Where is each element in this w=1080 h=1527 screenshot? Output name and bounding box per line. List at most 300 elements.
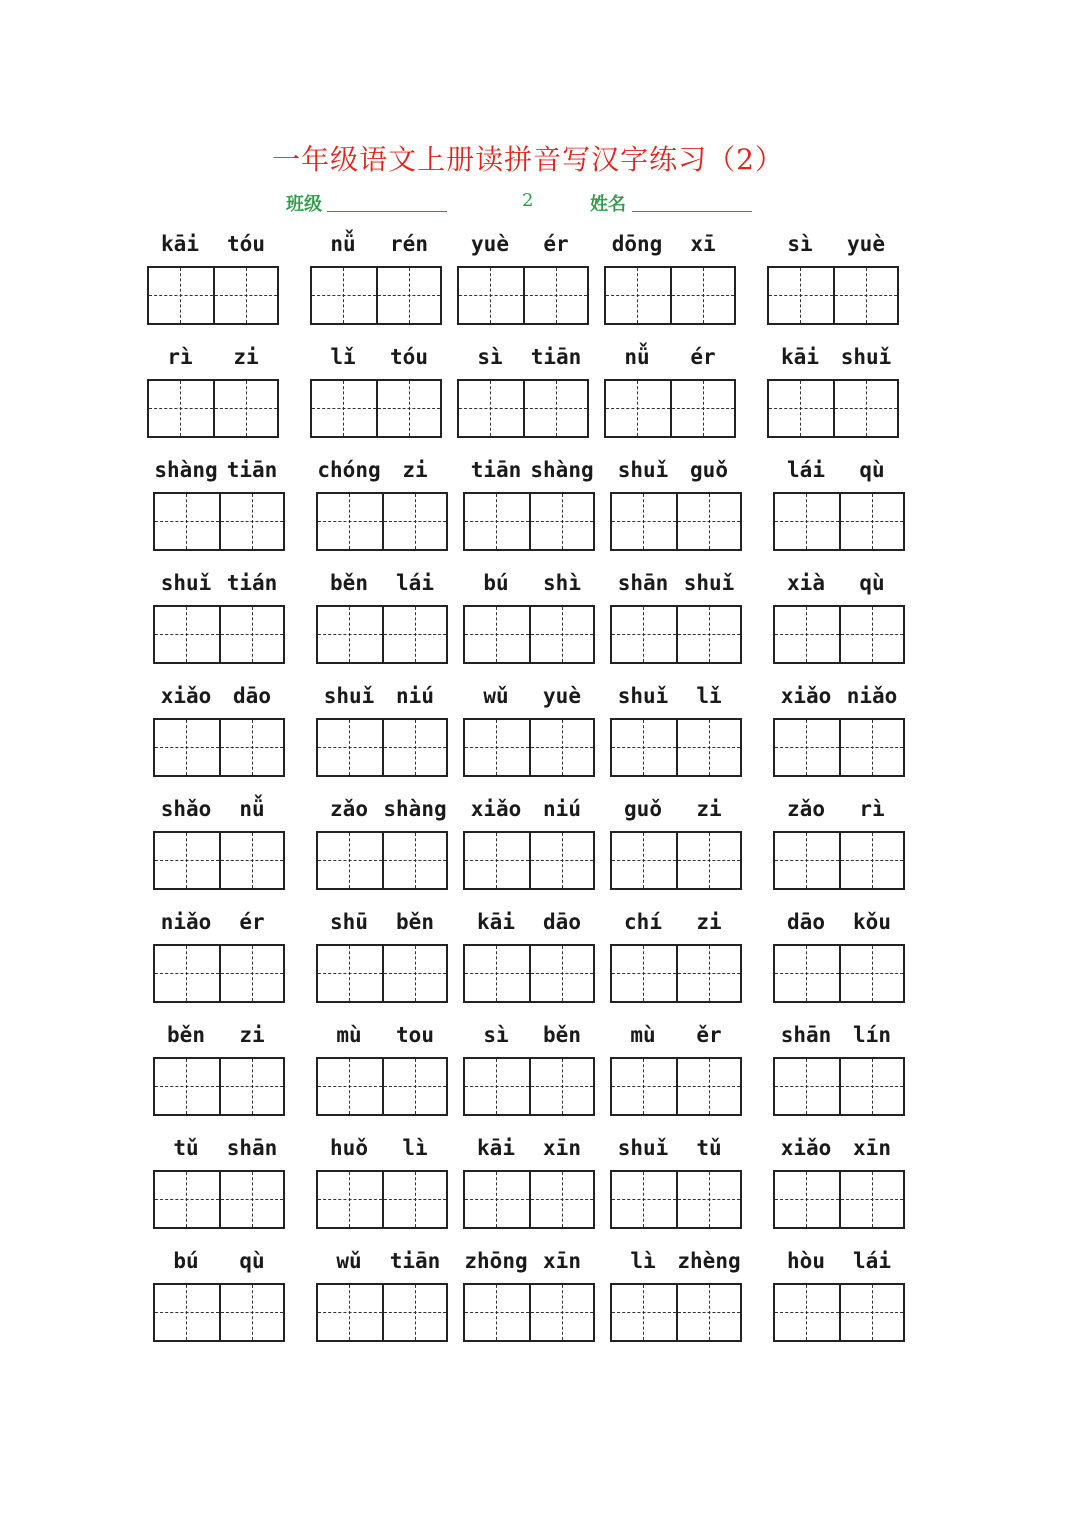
pinyin-syllable: kāi bbox=[477, 910, 515, 934]
tianzige-cell[interactable] bbox=[219, 833, 283, 888]
word-item bbox=[610, 1021, 742, 1133]
tianzige-cell[interactable] bbox=[382, 1285, 446, 1340]
writing-boxes bbox=[153, 1057, 285, 1116]
tianzige-cell[interactable] bbox=[465, 720, 529, 775]
tianzige-cell[interactable] bbox=[382, 833, 446, 888]
pinyin-syllable: lái bbox=[787, 458, 825, 482]
tianzige-cell[interactable] bbox=[612, 946, 676, 1001]
name-input-line[interactable] bbox=[632, 211, 752, 212]
tianzige-cell[interactable] bbox=[155, 494, 219, 549]
pinyin-syllable: ér bbox=[543, 232, 569, 256]
pinyin-syllable: shuǐ bbox=[683, 571, 735, 595]
name-label: 姓名 bbox=[590, 194, 626, 215]
tianzige-cell[interactable] bbox=[670, 381, 734, 436]
pinyin-syllable: shuǐ bbox=[160, 571, 212, 595]
tianzige-cell[interactable] bbox=[318, 946, 382, 1001]
pinyin-syllable: tǔ bbox=[696, 1136, 722, 1160]
pinyin-syllable: wǔ bbox=[483, 684, 509, 708]
word-item bbox=[153, 908, 285, 1020]
pinyin-syllable: xī bbox=[690, 232, 716, 256]
tianzige-cell[interactable] bbox=[833, 381, 897, 436]
tianzige-cell[interactable] bbox=[606, 381, 670, 436]
writing-boxes bbox=[316, 831, 448, 890]
tianzige-cell[interactable] bbox=[382, 607, 446, 662]
writing-boxes bbox=[610, 718, 742, 777]
pinyin-syllable: rì bbox=[859, 797, 885, 821]
word-item bbox=[463, 569, 595, 681]
tianzige-cell[interactable] bbox=[676, 607, 740, 662]
tianzige-cell[interactable] bbox=[465, 607, 529, 662]
pinyin-syllable: tóu bbox=[227, 232, 265, 256]
tianzige-cell[interactable] bbox=[769, 381, 833, 436]
tianzige-cell[interactable] bbox=[529, 607, 593, 662]
writing-boxes bbox=[773, 605, 905, 664]
writing-boxes bbox=[767, 379, 899, 438]
pinyin-syllable: zi bbox=[696, 910, 722, 934]
tianzige-cell[interactable] bbox=[606, 268, 670, 323]
word-item bbox=[153, 1134, 285, 1246]
tianzige-cell[interactable] bbox=[676, 946, 740, 1001]
writing-boxes bbox=[310, 379, 442, 438]
tianzige-cell[interactable] bbox=[318, 1172, 382, 1227]
word-item bbox=[773, 1134, 905, 1246]
writing-boxes bbox=[153, 831, 285, 890]
tianzige-cell[interactable] bbox=[833, 268, 897, 323]
tianzige-cell[interactable] bbox=[775, 1059, 839, 1114]
pinyin-syllable: xīn bbox=[543, 1249, 581, 1273]
writing-boxes bbox=[773, 492, 905, 551]
tianzige-cell[interactable] bbox=[465, 494, 529, 549]
tianzige-cell[interactable] bbox=[839, 1285, 903, 1340]
pinyin-syllable: zǎo bbox=[330, 797, 368, 821]
tianzige-cell[interactable] bbox=[775, 1285, 839, 1340]
word-item bbox=[316, 1021, 448, 1133]
pinyin-syllable: dāo bbox=[543, 910, 581, 934]
word-item bbox=[463, 1021, 595, 1133]
writing-boxes bbox=[316, 492, 448, 551]
pinyin-syllable: niǎo bbox=[160, 910, 212, 934]
pinyin-syllable: yuè bbox=[543, 684, 581, 708]
word-item bbox=[773, 1021, 905, 1133]
writing-boxes bbox=[604, 379, 736, 438]
pinyin-syllable: běn bbox=[396, 910, 434, 934]
tianzige-cell[interactable] bbox=[382, 946, 446, 1001]
grid-row bbox=[0, 1247, 1080, 1359]
pinyin-syllable: tiān bbox=[470, 458, 522, 482]
pinyin-syllable: zi bbox=[233, 345, 259, 369]
pinyin-syllable: tóu bbox=[390, 345, 428, 369]
writing-boxes bbox=[767, 266, 899, 325]
pinyin-syllable: lái bbox=[853, 1249, 891, 1273]
tianzige-cell[interactable] bbox=[769, 268, 833, 323]
tianzige-cell[interactable] bbox=[318, 1285, 382, 1340]
tianzige-cell[interactable] bbox=[839, 607, 903, 662]
word-item bbox=[316, 1247, 448, 1359]
tianzige-cell[interactable] bbox=[155, 607, 219, 662]
pinyin-syllable: qù bbox=[859, 458, 885, 482]
writing-boxes bbox=[773, 1170, 905, 1229]
word-item bbox=[463, 795, 595, 907]
writing-boxes bbox=[153, 944, 285, 1003]
pinyin-syllable: tiān bbox=[389, 1249, 441, 1273]
word-item bbox=[153, 1021, 285, 1133]
pinyin-syllable: kāi bbox=[161, 232, 199, 256]
tianzige-cell[interactable] bbox=[155, 1059, 219, 1114]
tianzige-cell[interactable] bbox=[775, 494, 839, 549]
word-item bbox=[316, 795, 448, 907]
tianzige-cell[interactable] bbox=[612, 833, 676, 888]
pinyin-syllable: chí bbox=[624, 910, 662, 934]
writing-boxes bbox=[463, 492, 595, 551]
writing-boxes bbox=[773, 718, 905, 777]
pinyin-syllable: niú bbox=[396, 684, 434, 708]
word-item bbox=[610, 908, 742, 1020]
tianzige-cell[interactable] bbox=[839, 1059, 903, 1114]
grid-row bbox=[0, 343, 1080, 455]
tianzige-cell[interactable] bbox=[318, 833, 382, 888]
tianzige-cell[interactable] bbox=[312, 381, 376, 436]
tianzige-cell[interactable] bbox=[529, 1059, 593, 1114]
pinyin-syllable: nǚ bbox=[330, 232, 356, 256]
tianzige-cell[interactable] bbox=[382, 1059, 446, 1114]
word-item bbox=[463, 682, 595, 794]
grid-row bbox=[0, 682, 1080, 794]
pinyin-syllable: xiǎo bbox=[160, 684, 212, 708]
pinyin-syllable: rì bbox=[167, 345, 193, 369]
word-item bbox=[773, 456, 905, 568]
pinyin-syllable: lǐ bbox=[330, 345, 356, 369]
pinyin-syllable: shàng bbox=[530, 458, 594, 482]
tianzige-cell[interactable] bbox=[318, 494, 382, 549]
pinyin-syllable: shǎo bbox=[160, 797, 212, 821]
tianzige-cell[interactable] bbox=[775, 1172, 839, 1227]
pinyin-syllable: běn bbox=[330, 571, 368, 595]
writing-boxes bbox=[610, 605, 742, 664]
tianzige-cell[interactable] bbox=[382, 1172, 446, 1227]
pinyin-syllable: rén bbox=[390, 232, 428, 256]
pinyin-syllable: xiǎo bbox=[780, 1136, 832, 1160]
tianzige-cell[interactable] bbox=[219, 494, 283, 549]
word-item bbox=[767, 343, 899, 455]
writing-boxes bbox=[153, 605, 285, 664]
tianzige-cell[interactable] bbox=[219, 1285, 283, 1340]
word-item bbox=[147, 230, 279, 342]
tianzige-cell[interactable] bbox=[219, 1172, 283, 1227]
tianzige-cell[interactable] bbox=[155, 720, 219, 775]
tianzige-cell[interactable] bbox=[459, 381, 523, 436]
word-item bbox=[310, 343, 442, 455]
writing-boxes bbox=[610, 831, 742, 890]
grid-row bbox=[0, 795, 1080, 907]
tianzige-cell[interactable] bbox=[219, 1059, 283, 1114]
pinyin-syllable: sì bbox=[477, 345, 503, 369]
tianzige-cell[interactable] bbox=[459, 268, 523, 323]
tianzige-cell[interactable] bbox=[775, 607, 839, 662]
word-item bbox=[153, 795, 285, 907]
pinyin-syllable: zi bbox=[696, 797, 722, 821]
writing-boxes bbox=[773, 1057, 905, 1116]
word-item bbox=[773, 908, 905, 1020]
tianzige-cell[interactable] bbox=[670, 268, 734, 323]
writing-boxes bbox=[610, 1170, 742, 1229]
pinyin-syllable: dāo bbox=[787, 910, 825, 934]
pinyin-syllable: zi bbox=[402, 458, 428, 482]
tianzige-cell[interactable] bbox=[219, 720, 283, 775]
writing-boxes bbox=[457, 266, 589, 325]
tianzige-cell[interactable] bbox=[612, 720, 676, 775]
word-item bbox=[463, 456, 595, 568]
pinyin-syllable: shuǐ bbox=[617, 1136, 669, 1160]
writing-boxes bbox=[463, 1057, 595, 1116]
pinyin-syllable: nǚ bbox=[239, 797, 265, 821]
pinyin-syllable: zhèng bbox=[677, 1249, 741, 1273]
word-item bbox=[773, 795, 905, 907]
word-item bbox=[316, 908, 448, 1020]
tianzige-cell[interactable] bbox=[318, 607, 382, 662]
tianzige-cell[interactable] bbox=[219, 607, 283, 662]
pinyin-syllable: mù bbox=[336, 1023, 362, 1047]
writing-boxes bbox=[463, 831, 595, 890]
tianzige-cell[interactable] bbox=[529, 946, 593, 1001]
pinyin-syllable: ěr bbox=[696, 1023, 722, 1047]
pinyin-syllable: lì bbox=[630, 1249, 656, 1273]
tianzige-cell[interactable] bbox=[839, 1172, 903, 1227]
tianzige-cell[interactable] bbox=[676, 1285, 740, 1340]
pinyin-syllable: mù bbox=[630, 1023, 656, 1047]
pinyin-syllable: lín bbox=[853, 1023, 891, 1047]
tianzige-cell[interactable] bbox=[523, 268, 587, 323]
tianzige-cell[interactable] bbox=[676, 833, 740, 888]
tianzige-cell[interactable] bbox=[676, 494, 740, 549]
tianzige-cell[interactable] bbox=[529, 833, 593, 888]
pinyin-syllable: xiǎo bbox=[780, 684, 832, 708]
tianzige-cell[interactable] bbox=[382, 720, 446, 775]
pinyin-syllable: tián bbox=[226, 571, 278, 595]
pinyin-syllable: lǐ bbox=[696, 684, 722, 708]
writing-boxes bbox=[316, 1170, 448, 1229]
pinyin-syllable: shàng bbox=[154, 458, 218, 482]
tianzige-cell[interactable] bbox=[149, 268, 213, 323]
tianzige-cell[interactable] bbox=[382, 494, 446, 549]
word-item bbox=[773, 569, 905, 681]
tianzige-cell[interactable] bbox=[775, 720, 839, 775]
pinyin-syllable: kāi bbox=[781, 345, 819, 369]
tianzige-cell[interactable] bbox=[775, 833, 839, 888]
writing-boxes bbox=[153, 492, 285, 551]
tianzige-cell[interactable] bbox=[155, 946, 219, 1001]
writing-boxes bbox=[773, 1283, 905, 1342]
pinyin-syllable: tiān bbox=[226, 458, 278, 482]
tianzige-cell[interactable] bbox=[465, 1285, 529, 1340]
pinyin-syllable: dāo bbox=[233, 684, 271, 708]
tianzige-cell[interactable] bbox=[676, 720, 740, 775]
word-item bbox=[610, 456, 742, 568]
pinyin-syllable: kǒu bbox=[853, 910, 891, 934]
word-item bbox=[767, 230, 899, 342]
writing-boxes bbox=[316, 1283, 448, 1342]
word-item bbox=[457, 230, 589, 342]
pinyin-syllable: lái bbox=[396, 571, 434, 595]
pinyin-syllable: guǒ bbox=[690, 458, 728, 482]
pinyin-syllable: xià bbox=[787, 571, 825, 595]
word-item bbox=[153, 456, 285, 568]
writing-boxes bbox=[604, 266, 736, 325]
tianzige-cell[interactable] bbox=[676, 1172, 740, 1227]
word-item bbox=[316, 682, 448, 794]
pinyin-syllable: ér bbox=[239, 910, 265, 934]
word-item bbox=[316, 456, 448, 568]
pinyin-syllable: shuǐ bbox=[840, 345, 892, 369]
writing-boxes bbox=[610, 944, 742, 1003]
pinyin-syllable: sì bbox=[483, 1023, 509, 1047]
writing-boxes bbox=[147, 379, 279, 438]
pinyin-syllable: bú bbox=[173, 1249, 199, 1273]
writing-boxes bbox=[463, 718, 595, 777]
pinyin-syllable: hòu bbox=[787, 1249, 825, 1273]
pinyin-syllable: sì bbox=[787, 232, 813, 256]
pinyin-syllable: tiān bbox=[530, 345, 582, 369]
tianzige-cell[interactable] bbox=[465, 833, 529, 888]
tianzige-cell[interactable] bbox=[213, 381, 277, 436]
writing-boxes bbox=[153, 1283, 285, 1342]
tianzige-cell[interactable] bbox=[465, 946, 529, 1001]
tianzige-cell[interactable] bbox=[155, 1285, 219, 1340]
class-label: 班级 bbox=[286, 194, 322, 215]
word-item bbox=[316, 569, 448, 681]
writing-boxes bbox=[773, 831, 905, 890]
tianzige-cell[interactable] bbox=[149, 381, 213, 436]
word-item bbox=[773, 1247, 905, 1359]
pinyin-syllable: shuǐ bbox=[617, 458, 669, 482]
pinyin-syllable: tou bbox=[396, 1023, 434, 1047]
tianzige-cell[interactable] bbox=[529, 494, 593, 549]
pinyin-syllable: niú bbox=[543, 797, 581, 821]
pinyin-syllable: chóng bbox=[317, 458, 381, 482]
pinyin-syllable: shuǐ bbox=[617, 684, 669, 708]
tianzige-cell[interactable] bbox=[529, 1285, 593, 1340]
writing-boxes bbox=[153, 718, 285, 777]
tianzige-cell[interactable] bbox=[376, 268, 440, 323]
pinyin-syllable: qù bbox=[239, 1249, 265, 1273]
tianzige-cell[interactable] bbox=[318, 720, 382, 775]
word-item bbox=[147, 343, 279, 455]
tianzige-cell[interactable] bbox=[612, 494, 676, 549]
pinyin-syllable: ér bbox=[690, 345, 716, 369]
page-number: 2 bbox=[522, 190, 534, 211]
tianzige-cell[interactable] bbox=[523, 381, 587, 436]
grid-row bbox=[0, 908, 1080, 1020]
writing-boxes bbox=[610, 1283, 742, 1342]
pinyin-syllable: lì bbox=[402, 1136, 428, 1160]
word-item bbox=[153, 1247, 285, 1359]
pinyin-syllable: guǒ bbox=[624, 797, 662, 821]
writing-boxes bbox=[773, 944, 905, 1003]
tianzige-cell[interactable] bbox=[465, 1059, 529, 1114]
tianzige-cell[interactable] bbox=[676, 1059, 740, 1114]
writing-boxes bbox=[463, 1170, 595, 1229]
tianzige-cell[interactable] bbox=[312, 268, 376, 323]
word-item bbox=[604, 230, 736, 342]
word-item bbox=[610, 795, 742, 907]
word-item bbox=[463, 1134, 595, 1246]
word-item bbox=[153, 682, 285, 794]
pinyin-syllable: yuè bbox=[471, 232, 509, 256]
grid-row bbox=[0, 456, 1080, 568]
tianzige-cell[interactable] bbox=[839, 946, 903, 1001]
tianzige-cell[interactable] bbox=[839, 720, 903, 775]
page-title: 一年级语文上册读拼音写汉字练习（2） bbox=[272, 143, 784, 176]
pinyin-syllable: tǔ bbox=[173, 1136, 199, 1160]
word-item bbox=[463, 1247, 595, 1359]
pinyin-syllable: zhōng bbox=[464, 1249, 528, 1273]
writing-boxes bbox=[316, 718, 448, 777]
pinyin-syllable: shān bbox=[780, 1023, 832, 1047]
word-item bbox=[610, 682, 742, 794]
pinyin-syllable: kāi bbox=[477, 1136, 515, 1160]
word-item bbox=[457, 343, 589, 455]
tianzige-cell[interactable] bbox=[213, 268, 277, 323]
grid-row bbox=[0, 1134, 1080, 1246]
tianzige-cell[interactable] bbox=[612, 1285, 676, 1340]
tianzige-cell[interactable] bbox=[612, 1172, 676, 1227]
tianzige-cell[interactable] bbox=[318, 1059, 382, 1114]
tianzige-cell[interactable] bbox=[612, 607, 676, 662]
word-item bbox=[610, 1134, 742, 1246]
writing-boxes bbox=[153, 1170, 285, 1229]
tianzige-cell[interactable] bbox=[839, 833, 903, 888]
pinyin-syllable: zi bbox=[239, 1023, 265, 1047]
pinyin-syllable: běn bbox=[167, 1023, 205, 1047]
tianzige-cell[interactable] bbox=[529, 1172, 593, 1227]
word-item bbox=[610, 569, 742, 681]
class-input-line[interactable] bbox=[327, 211, 447, 212]
pinyin-syllable: bú bbox=[483, 571, 509, 595]
pinyin-syllable: zǎo bbox=[787, 797, 825, 821]
tianzige-cell[interactable] bbox=[376, 381, 440, 436]
word-item bbox=[773, 682, 905, 794]
pinyin-syllable: wǔ bbox=[336, 1249, 362, 1273]
pinyin-syllable: běn bbox=[543, 1023, 581, 1047]
word-item bbox=[316, 1134, 448, 1246]
writing-boxes bbox=[463, 605, 595, 664]
writing-boxes bbox=[463, 1283, 595, 1342]
tianzige-cell[interactable] bbox=[529, 720, 593, 775]
writing-boxes bbox=[310, 266, 442, 325]
word-item bbox=[610, 1247, 742, 1359]
writing-boxes bbox=[610, 492, 742, 551]
pinyin-syllable: shān bbox=[617, 571, 669, 595]
pinyin-syllable: xiǎo bbox=[470, 797, 522, 821]
tianzige-cell[interactable] bbox=[219, 946, 283, 1001]
writing-boxes bbox=[316, 944, 448, 1003]
tianzige-cell[interactable] bbox=[612, 1059, 676, 1114]
tianzige-cell[interactable] bbox=[155, 1172, 219, 1227]
grid-row bbox=[0, 230, 1080, 342]
pinyin-syllable: shàng bbox=[383, 797, 447, 821]
pinyin-syllable: shū bbox=[330, 910, 368, 934]
word-item bbox=[310, 230, 442, 342]
grid-row bbox=[0, 569, 1080, 681]
pinyin-syllable: dōng bbox=[611, 232, 663, 256]
tianzige-cell[interactable] bbox=[155, 833, 219, 888]
tianzige-cell[interactable] bbox=[465, 1172, 529, 1227]
tianzige-cell[interactable] bbox=[775, 946, 839, 1001]
word-item bbox=[153, 569, 285, 681]
pinyin-syllable: qù bbox=[859, 571, 885, 595]
tianzige-cell[interactable] bbox=[839, 494, 903, 549]
pinyin-syllable: nǚ bbox=[624, 345, 650, 369]
writing-boxes bbox=[147, 266, 279, 325]
